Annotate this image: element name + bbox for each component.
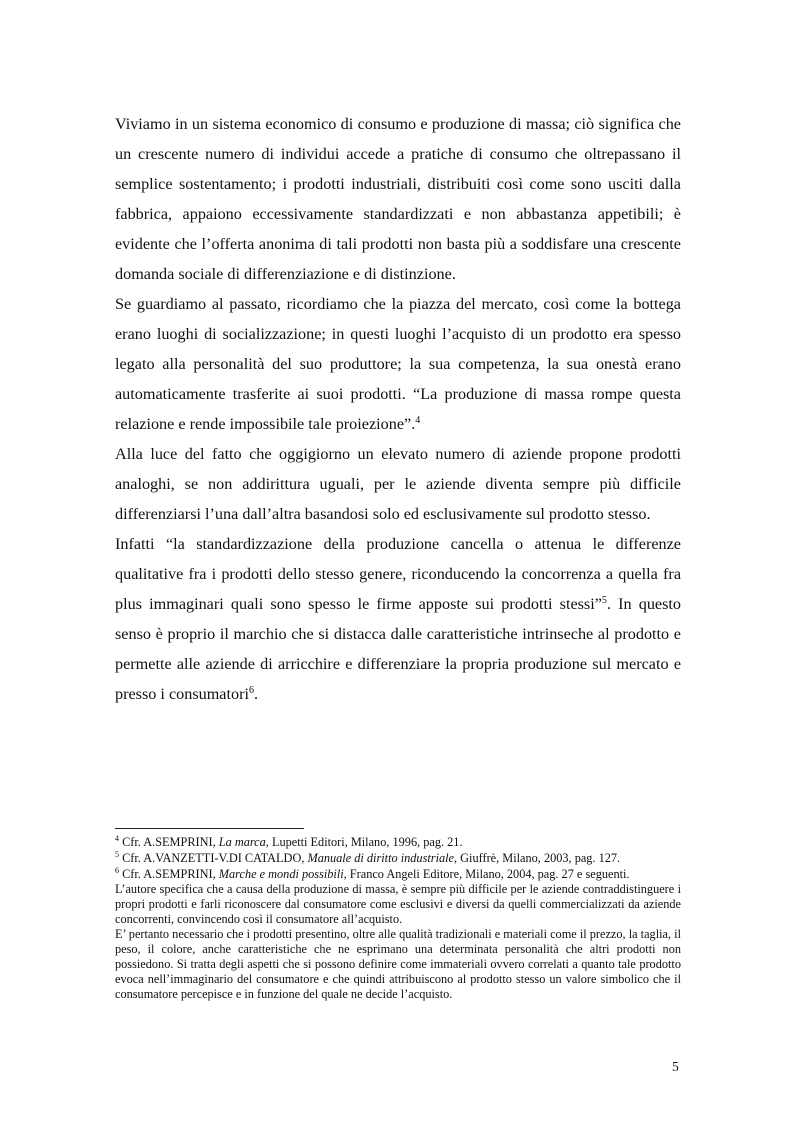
paragraph-3 xyxy=(115,439,681,529)
footnote-5-text-a: Cfr. A.VANZETTI-V.DI CATALDO, xyxy=(119,851,308,865)
paragraph-3-text: Alla luce del fatto che oggigiorno un elevato numero di aziende propone prodotti analoghi, se non addirittura uguali, per le aziende diventa sempre più difficile differenziarsi l’una dall’altra basandosi solo ed esclusivamente sul prodotto stesso. xyxy=(115,445,681,523)
footnote-4-title: La marca xyxy=(218,835,266,849)
footnote-4-text-b: , Lupetti Editori, Milano, 1996, pag. 21. xyxy=(265,835,463,849)
footnote-6-text-b: , Franco Angeli Editore, Milano, 2004, pag. 27 e seguenti. xyxy=(343,867,630,881)
footnote-5 xyxy=(115,850,681,866)
body-text xyxy=(115,109,681,709)
footnote-4-number: 4 xyxy=(115,834,119,843)
footnote-5-number: 5 xyxy=(115,850,119,859)
footnote-separator xyxy=(115,828,304,829)
footnote-4-text-a: Cfr. A.SEMPRINI, xyxy=(119,835,219,849)
paragraph-2-text: Se guardiamo al passato, ricordiamo che la piazza del mercato, così come la bottega erano luoghi di socializzazione; in questi luoghi l’acquisto di un prodotto era spesso legato alla personalità del suo produttore; la sua competenza, la sua onestà erano automaticamente trasferite ai suoi prodotti. “La produzione di massa rompe questa relazione e rende impossibile tale proiezione”. xyxy=(115,295,681,433)
footnote-ref-4: 4 xyxy=(415,415,421,426)
footnote-5-text-b: , Giuffrè, Milano, 2003, pag. 127. xyxy=(454,851,621,865)
paragraph-1-text: Viviamo in un sistema economico di consumo e produzione di massa; ciò significa che un crescente numero di individui accede a pratiche di consumo che oltrepassano il semplice sostentamento; i prodotti industriali, distribuiti così come sono usciti dalla fabbrica, appaiono eccessivamente standardizzati e non abbastanza appetibili; è evidente che l’offerta anonima di tali prodotti non basta più a soddisfare una crescente domanda sociale di differenziazione e di distinzione. xyxy=(115,115,681,283)
footnote-6-number: 6 xyxy=(115,866,119,875)
paragraph-4-text-c: . xyxy=(253,685,259,703)
paragraph-4-text-b: . In questo senso è proprio il marchio che si distacca dalle caratteristiche intrinseche al prodotto e permette alle aziende di arricchire e differenziare la propria produzione sul mercato e presso i consumatori xyxy=(115,595,681,703)
footnote-6-paragraph-2: L’autore specifica che a causa della produzione di massa, è sempre più difficile per le aziende contraddistinguere i propri prodotti e farli riconoscere dal consumatore come esclusivi e diversi da quelli commercializzati da aziende concorrenti, convincendo così il consumatore all’acquisto. xyxy=(115,882,681,926)
page-number: 5 xyxy=(672,1059,679,1074)
paragraph-4 xyxy=(115,529,681,709)
paragraph-2 xyxy=(115,289,681,439)
footnote-ref-5: 5 xyxy=(601,595,607,606)
footnote-6-paragraph-3: E’ pertanto necessario che i prodotti presentino, oltre alle qualità tradizionali e materiali come il prezzo, la taglia, il peso, il colore, anche caratteristiche che ne esprimano una determinata personalità che altri prodotti non possiedono. Si tratta degli aspetti che si possono definire come immateriali ovvero correlati a quanto tale prodotto evoca nell’immaginario del consumatore e che quindi attribuiscono al prodotto stesso un valore simbolico che il consumatore percepisce e in funzione del quale ne decide l’acquisto. xyxy=(115,927,681,1001)
footnote-4 xyxy=(115,834,681,850)
footnote-5-title: Manuale di diritto industriale xyxy=(307,851,455,865)
footnote-ref-6: 6 xyxy=(248,685,254,696)
paragraph-1 xyxy=(115,109,681,289)
footnote-6-text-a: Cfr. A.SEMPRINI, xyxy=(119,867,219,881)
footnote-6-title: Marche e mondi possibili xyxy=(218,867,344,881)
paragraph-4-text-a: Infatti “la standardizzazione della produzione cancella o attenua le differenze qualitative fra i prodotti dello stesso genere, riconducendo la concorrenza a quella fra plus immaginari quali sono spesso le firme apposte sui prodotti stessi” xyxy=(115,535,681,613)
footnote-6 xyxy=(115,866,681,882)
footnotes xyxy=(115,834,681,1002)
